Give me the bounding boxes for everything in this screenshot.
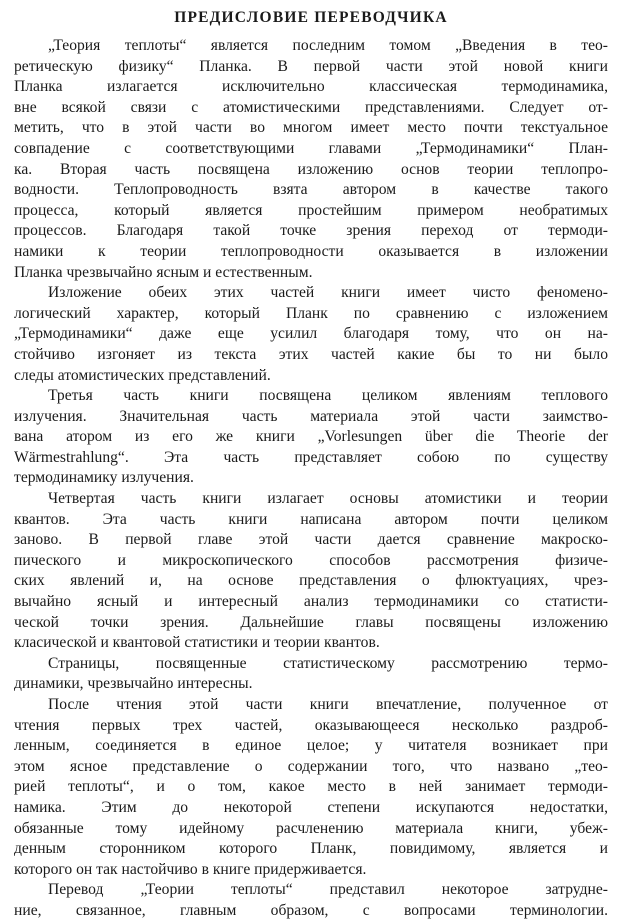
text-line: рией теплоты“, и о том, какое место в ней занимает термоди- bbox=[14, 778, 608, 796]
text-line: вычайно ясный и интересный анализ термодинамики со статисти- bbox=[14, 593, 608, 611]
text-line: вана атором из его же книги „Vorlesungen über die Theorie der bbox=[14, 428, 608, 446]
paragraph bbox=[14, 489, 608, 654]
text-line: денным сторонником которого Планк, повидимому, является и bbox=[14, 840, 608, 858]
text-line: динамики, чрезвычайно интересны. bbox=[14, 675, 253, 693]
text-line: которого он так настойчиво в книге придерживается. bbox=[14, 860, 367, 878]
text-line: излучения. Значительная часть материала этой части заимство- bbox=[14, 407, 608, 425]
paragraph bbox=[14, 880, 608, 921]
text-line: намики к теории теплопроводности оказывается в изложении bbox=[14, 242, 608, 260]
paragraph bbox=[14, 36, 608, 283]
text-line: метить, что в этой части во многом имеет место почти текстуальное bbox=[14, 119, 608, 137]
text-line: логический характер, который Планк по сравнению с изложением bbox=[14, 304, 608, 322]
text-line: Перевод „Теории теплоты“ представил некоторое затрудне- bbox=[48, 881, 608, 899]
text-line: процесса, который является простейшим примером необратимых bbox=[14, 201, 608, 219]
text-line: этом ясное представление о содержании того, что названо „тео- bbox=[14, 757, 608, 775]
paragraph bbox=[14, 695, 608, 880]
text-line: Изложение обеих этих частей книги имеет чисто феномено- bbox=[48, 284, 608, 302]
paragraph bbox=[14, 386, 608, 489]
text-line: ние, связанное, главным образом, с вопросами терминологии. bbox=[14, 901, 608, 919]
text-line: заново. В первой главе этой части дается сравнение макроско- bbox=[14, 531, 608, 549]
page-title: ПРЕДИСЛОВИЕ ПЕРЕВОДЧИКА bbox=[174, 9, 448, 26]
text-line: „Термодинамики“ даже еще усилил благодаря тому, что он на- bbox=[14, 325, 608, 343]
paragraph bbox=[14, 654, 608, 695]
text-line: вне всякой связи с атомистическими представлениями. Следует от- bbox=[14, 98, 608, 116]
text-line: квантов. Эта часть книги написана автором почти целиком bbox=[14, 510, 608, 528]
text-line: Планка излагается исключительно классическая термодинамика, bbox=[14, 78, 608, 96]
text-line: совпадение с соответствующими главами „Термодинамики“ План- bbox=[14, 139, 608, 157]
text-line: Планка чрезвычайно ясным и естественным. bbox=[14, 263, 313, 281]
text-line: пического и микроскопического способов рассмотрения физиче- bbox=[14, 551, 608, 569]
text-line: следы атомистических представлений. bbox=[14, 366, 271, 384]
text-line: класической и квантовой статистики и теории квантов. bbox=[14, 634, 380, 652]
text-line: термодинамику излучения. bbox=[14, 469, 194, 487]
text-line: намика. Этим до некоторой степени искупаются недостатки, bbox=[14, 798, 608, 816]
text-line: После чтения этой части книги впечатление, полученное от bbox=[48, 696, 608, 713]
text-line: „Теория теплоты“ является последним томом „Введения в тео- bbox=[48, 37, 608, 54]
text-line: ленным, соединяется в единое целое; у читателя возникает при bbox=[14, 737, 608, 755]
paragraph bbox=[14, 283, 608, 386]
text-line: стойчиво изгоняет из текста этих частей какие бы то ни было bbox=[14, 345, 608, 363]
text-line: Wärmestrahlung“. Эта часть представляет собою по существу bbox=[14, 448, 608, 466]
text-line: ретическую физику“ Планка. В первой части этой новой книги bbox=[14, 57, 608, 75]
text-line: Четвертая часть книги излагает основы атомистики и теории bbox=[48, 490, 608, 508]
text-line: ческой точки зрения. Дальнейшие главы посвящены изложению bbox=[14, 613, 608, 631]
text-line: процессов. Благодаря такой точке зрения переход от термоди- bbox=[14, 222, 608, 240]
text-line: Страницы, посвященные статистическому рассмотрению термо- bbox=[48, 654, 608, 672]
text-line: ских явлений и, на основе представления о флюктуациях, чрез- bbox=[14, 572, 608, 590]
text-line: Третья часть книги посвящена целиком явлениям теплового bbox=[48, 387, 608, 405]
text-line: обязанные тому идейному расчленению материала книги, убеж- bbox=[14, 819, 608, 837]
document-body bbox=[14, 36, 608, 922]
text-line: водности. Теплопроводность взята автором в качестве такого bbox=[14, 181, 608, 199]
text-line: чтения первых трех частей, оказывающееся несколько раздроб- bbox=[14, 716, 608, 734]
text-line: ка. Вторая часть посвящена изложению основ теории теплопро- bbox=[14, 160, 608, 178]
